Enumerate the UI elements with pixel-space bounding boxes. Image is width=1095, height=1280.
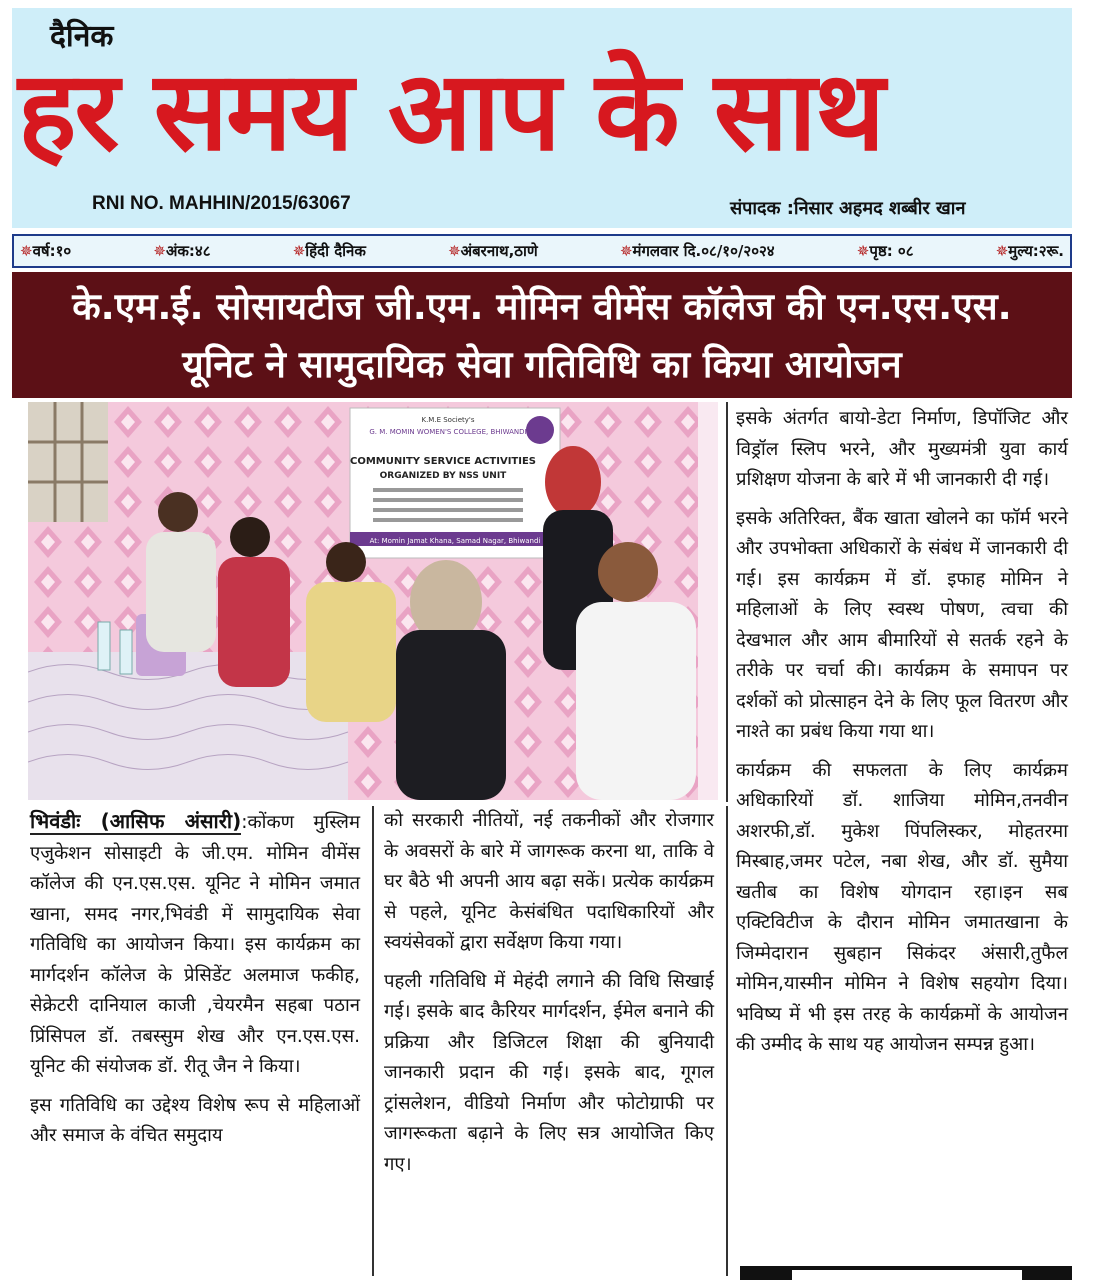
banner-college: G. M. MOMIN WOMEN'S COLLEGE, BHIWANDI — [369, 428, 527, 436]
event-photo-illustration — [28, 402, 718, 800]
article-column-right — [736, 404, 1068, 1069]
article-column-left — [30, 806, 360, 1160]
article-paragraph: इसके अतिरिक्त, बैंक खाता खोलने का फॉर्म भरने और उपभोक्ता अधिकारों के संबंध में जानकारी दी गई। इस कार्यक्रम में डॉ. इफाह मोमिन ने महिलाओं के लिए स्वस्थ पोषण, त्वचा की देखभाल और आम बीमारियों से सतर्क रहने के तरीके पर चर्चा की। कार्यक्रम के समापन पर दर्शकों को प्रोत्साहन देने के लिए फूल वितरण और नाश्ते का प्रबंध किया गया था। — [736, 507, 1068, 742]
info-year: ✵ वर्ष:१० — [20, 241, 71, 261]
info-place: ✵ अंबरनाथ,ठाणे — [448, 241, 538, 261]
article-paragraph: को सरकारी नीतियों, नई तकनीकों और रोजगार के अवसरों के बारे में जागरूक करना था, ताकि वे घर बैठे भी अपनी आय बढ़ा सकें। प्रत्येक कार्यक्रम से पहले, यूनिट केसंबंधित पदाधिकारियों और स्वयंसेवकों द्वारा सर्वेक्षण किया गया। — [384, 810, 714, 953]
info-price: ✵ मुल्य:२रू. — [996, 241, 1064, 261]
headline-line-2: यूनिट ने सामुदायिक सेवा गतिविधि का किया आयोजन — [182, 343, 902, 386]
newspaper-title: हर समय आप के साथ — [18, 47, 884, 175]
article-paragraph: कार्यक्रम की सफलता के लिए कार्यक्रम अधिकारियों डॉ. शाजिया मोमिन,तनवीन अशरफी,डॉ. मुकेश पिंपलिस्कर, मोहतरमा मिस्बाह,जमर पटेल, नबा शेख, और डॉ. सुमैया खतीब का विशेष योगदान रहा।इन सब एक्टिविटीज के दौरान मोमिन जमातखाना के जिम्मेदारान सुबहान सिकंदर अंसारी,तुफैल मोमिन,यास्मीन मोमिन ने विशेष सहयोग दिया।भविष्य में भी इस तरह के कार्यक्रमों के आयोजन की उम्मीद के साथ यह आयोजन सम्पन्न हुआ। — [736, 759, 1068, 1055]
info-pages: ✵ पृष्ठ: ०८ — [857, 241, 914, 261]
column-divider-right — [726, 806, 728, 1276]
masthead — [12, 8, 1072, 228]
article-headline — [12, 272, 1072, 398]
article-paragraph: पहली गतिविधि में मेहंदी लगाने की विधि सिखाई गई। इसके बाद कैरियर मार्गदर्शन, ईमेल बनाने की प्रक्रिया और डिजिटल शिक्षा की बुनियादी जानकारी प्रदान की गई। इसके बाद, गूगल ट्रांसलेशन, वीडियो निर्माण और फोटोग्राफी पर जागरूकता बढ़ाने के लिए सत्र आयोजित किए गए। — [384, 970, 714, 1175]
banner-subtitle: ORGANIZED BY NSS UNIT — [379, 471, 507, 481]
column-divider-left — [372, 806, 374, 1276]
rni-number: RNI NO. MAHHIN/2015/63067 — [92, 193, 351, 214]
banner-society: K.M.E Society's — [421, 416, 475, 424]
masthead-daily: दैनिक — [50, 19, 114, 54]
banner-title: COMMUNITY SERVICE ACTIVITIES — [350, 456, 536, 467]
article-paragraph: :कोंकण मुस्लिम एजुकेशन सोसाइटी के जी.एम. मोमिन वीमेंस कॉलेज की एन.एस.एस. यूनिट ने मोमिन जमात खाना, समद नगर,भिवंडी में सामुदायिक सेवा गतिविधि का आयोजन किया। इस कार्यक्रम का मार्गदर्शन कॉलेज के प्रेसिडेंट अलमाज फकीह, सेक्रेटरी दानियाल काजी ,चेयरमैन सहबा पठान प्रिंसिपल डॉ. तबस्सुम शेख और एन.एस.एस. यूनिट की संयोजक डॉ. रीतू जैन ने किया। — [30, 812, 361, 1077]
article-paragraph: इस गतिविधि का उद्देश्य विशेष रूप से महिलाओं और समाज के वंचित समुदाय — [30, 1094, 360, 1146]
info-type: ✵ हिंदी दैनिक — [293, 241, 366, 261]
article-byline: भिवंडीः (आसिफ अंसारी) — [30, 809, 242, 833]
info-date: ✵ मंगलवार दि.०८/१०/२०२४ — [620, 241, 775, 261]
issue-info-bar — [12, 234, 1072, 268]
info-issue: ✵ अंक:४८ — [153, 241, 210, 261]
headline-line-1: के.एम.ई. सोसायटीज जी.एम. मोमिन वीमेंस कॉलेज की एन.एस.एस. — [72, 285, 1012, 328]
editor-name: संपादक :निसार अहमद शब्बीर खान — [730, 198, 966, 219]
event-photo — [28, 402, 718, 800]
footer-bar-gap — [792, 1270, 1022, 1280]
column-divider-photo — [726, 402, 728, 802]
banner-venue: At: Momin Jamat Khana, Samad Nagar, Bhiwandi — [369, 537, 541, 545]
article-paragraph: इसके अंतर्गत बायो-डेटा निर्माण, डिपॉजिट और विड्रॉल स्लिप भरने, और मुख्यमंत्री युवा कार्य प्रशिक्षण योजना के बारे में भी जानकारी दी गई। — [736, 408, 1068, 490]
article-column-middle — [384, 806, 714, 1188]
